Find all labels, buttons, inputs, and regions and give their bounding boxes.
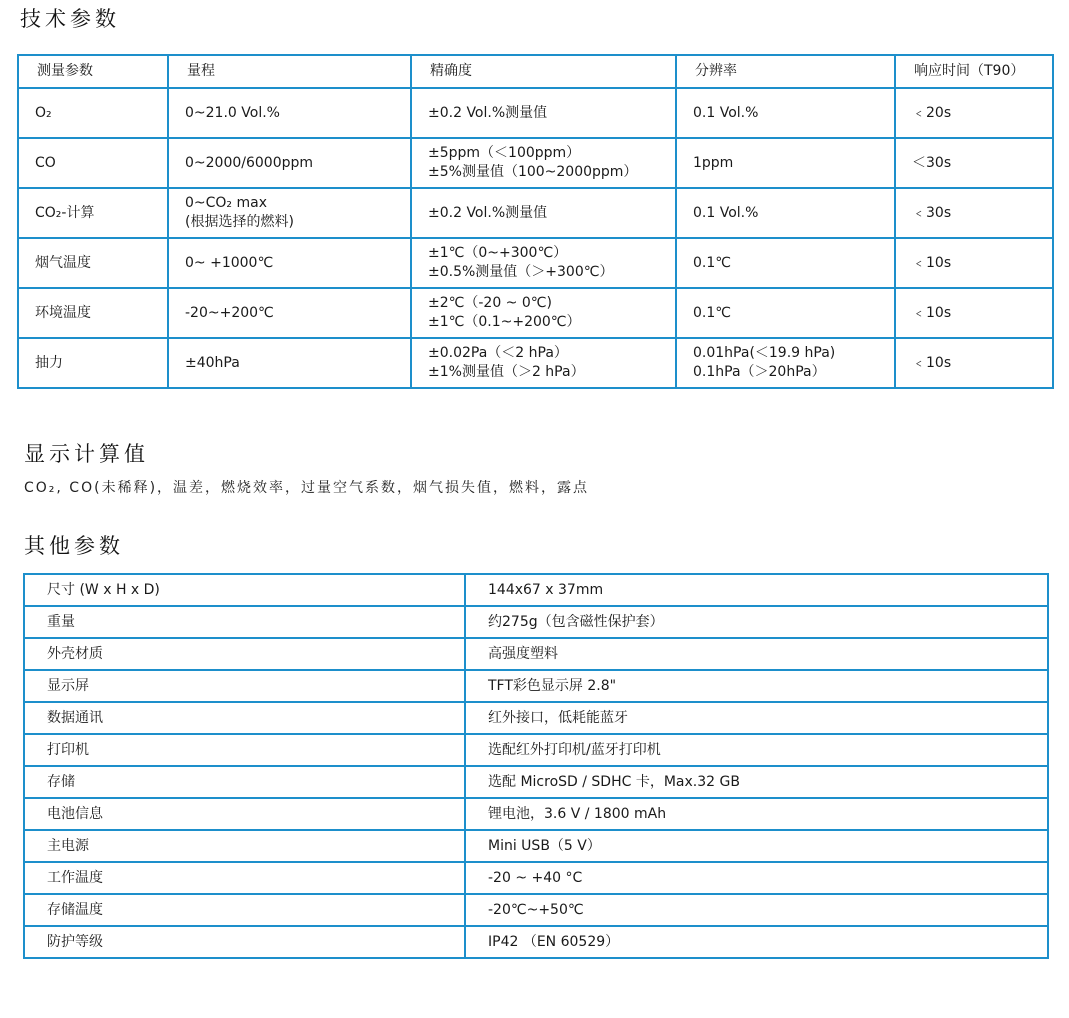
response-cell: ﹤10s	[895, 288, 1053, 338]
column-header: 精确度	[411, 55, 676, 88]
accuracy-cell	[411, 188, 676, 238]
accuracy-cell	[411, 238, 676, 288]
accuracy-cell-line: ±2℃（-20 ~ 0℃)	[428, 295, 552, 311]
resolution-cell	[676, 288, 895, 338]
spec-value: 选配红外打印机/蓝牙打印机	[465, 734, 1048, 766]
column-header: 量程	[168, 55, 411, 88]
resolution-cell-line: 0.1 Vol.%	[693, 104, 759, 121]
table-row	[24, 798, 1048, 830]
range-cell	[168, 138, 411, 188]
table-row	[24, 606, 1048, 638]
resolution-cell-line: 0.01hPa(＜19.9 hPa)	[693, 345, 836, 361]
column-header: 响应时间（T90）	[895, 55, 1053, 88]
accuracy-cell-line: ±0.2 Vol.%测量值	[428, 204, 548, 221]
spec-label: 存储	[24, 766, 465, 798]
spec-label: 防护等级	[24, 926, 465, 958]
section-title-calculated: 显示计算值	[24, 442, 149, 466]
spec-value: IP42 （EN 60529）	[465, 926, 1048, 958]
table-row	[24, 734, 1048, 766]
range-cell-line: (根据选择的燃料)	[185, 214, 294, 230]
param-cell: CO	[18, 138, 168, 188]
range-cell	[168, 288, 411, 338]
spec-table	[17, 54, 1054, 389]
response-cell: ﹤30s	[895, 188, 1053, 238]
accuracy-cell	[411, 338, 676, 388]
column-header: 测量参数	[18, 55, 168, 88]
range-cell-line: 0~2000/6000ppm	[185, 154, 314, 171]
section-title-tech-params: 技术参数	[20, 7, 120, 31]
resolution-cell	[676, 88, 895, 138]
calculated-values-text: CO₂, CO(未稀释)，温差，燃烧效率，过量空气系数，烟气损失值，燃料，露点	[24, 480, 590, 496]
other-params-table	[23, 573, 1049, 959]
spec-label: 工作温度	[24, 862, 465, 894]
table-row	[24, 894, 1048, 926]
range-cell	[168, 338, 411, 388]
accuracy-cell-line: ±1℃（0.1~+200℃）	[428, 314, 581, 330]
accuracy-cell-line: ±0.5%测量值（＞+300℃）	[428, 264, 614, 280]
param-cell: O₂	[18, 88, 168, 138]
spec-value: 锂电池，3.6 V / 1800 mAh	[465, 798, 1048, 830]
response-cell: ﹤10s	[895, 238, 1053, 288]
resolution-cell-line: 0.1hPa（＞20hPa）	[693, 364, 826, 380]
spec-label: 重量	[24, 606, 465, 638]
accuracy-cell-line: ±1℃（0~+300℃）	[428, 245, 568, 261]
accuracy-cell	[411, 88, 676, 138]
range-cell-line: 0~21.0 Vol.%	[185, 104, 280, 121]
spec-value: 约275g（包含磁性保护套）	[465, 606, 1048, 638]
accuracy-cell-line: ±5%测量值（100~2000ppm）	[428, 164, 638, 180]
accuracy-cell-line: ±1%测量值（＞2 hPa）	[428, 364, 585, 380]
spec-value: Mini USB（5 V）	[465, 830, 1048, 862]
resolution-cell-line: 0.1 Vol.%	[693, 204, 759, 221]
accuracy-cell	[411, 138, 676, 188]
resolution-cell-line: 0.1℃	[693, 304, 731, 321]
response-cell: ﹤10s	[895, 338, 1053, 388]
accuracy-cell	[411, 288, 676, 338]
accuracy-cell-line: ±5ppm（＜100ppm）	[428, 145, 581, 161]
spec-value: 144x67 x 37mm	[465, 574, 1048, 606]
spec-value: -20 ~ +40 °C	[465, 862, 1048, 894]
resolution-cell-line: 1ppm	[693, 154, 734, 171]
spec-label: 数据通讯	[24, 702, 465, 734]
resolution-cell	[676, 238, 895, 288]
accuracy-cell-line: ±0.02Pa（＜2 hPa）	[428, 345, 568, 361]
resolution-cell-line: 0.1℃	[693, 254, 731, 271]
table-row	[24, 670, 1048, 702]
table-row	[24, 862, 1048, 894]
resolution-cell	[676, 338, 895, 388]
table-header-row	[18, 55, 1053, 88]
table-row	[18, 138, 1053, 188]
range-cell-line: -20~+200℃	[185, 304, 274, 321]
table-row	[18, 238, 1053, 288]
range-cell	[168, 188, 411, 238]
table-row	[18, 338, 1053, 388]
spec-value: -20℃~+50℃	[465, 894, 1048, 926]
param-cell: 环境温度	[18, 288, 168, 338]
spec-label: 打印机	[24, 734, 465, 766]
table-row	[18, 288, 1053, 338]
spec-label: 显示屏	[24, 670, 465, 702]
response-cell: ＜30s	[895, 138, 1053, 188]
spec-label: 电池信息	[24, 798, 465, 830]
table-row	[24, 702, 1048, 734]
response-cell: ﹤20s	[895, 88, 1053, 138]
table-row	[24, 926, 1048, 958]
resolution-cell	[676, 188, 895, 238]
spec-value: 选配 MicroSD / SDHC 卡，Max.32 GB	[465, 766, 1048, 798]
spec-label: 外壳材质	[24, 638, 465, 670]
accuracy-cell-line: ±0.2 Vol.%测量值	[428, 104, 548, 121]
param-cell: 抽力	[18, 338, 168, 388]
section-title-other-params: 其他参数	[24, 534, 124, 558]
range-cell	[168, 88, 411, 138]
spec-value: TFT彩色显示屏 2.8"	[465, 670, 1048, 702]
table-row	[24, 766, 1048, 798]
range-cell-line: 0~CO₂ max	[185, 195, 267, 211]
range-cell-line: 0~ +1000℃	[185, 254, 274, 271]
param-cell: CO₂-计算	[18, 188, 168, 238]
table-row	[18, 188, 1053, 238]
table-row	[24, 574, 1048, 606]
spec-value: 红外接口，低耗能蓝牙	[465, 702, 1048, 734]
table-row	[18, 88, 1053, 138]
range-cell	[168, 238, 411, 288]
param-cell: 烟气温度	[18, 238, 168, 288]
spec-label: 尺寸 (W x H x D)	[24, 574, 465, 606]
spec-label: 存储温度	[24, 894, 465, 926]
range-cell-line: ±40hPa	[185, 354, 240, 371]
spec-label: 主电源	[24, 830, 465, 862]
resolution-cell	[676, 138, 895, 188]
table-row	[24, 830, 1048, 862]
spec-value: 高强度塑料	[465, 638, 1048, 670]
table-row	[24, 638, 1048, 670]
column-header: 分辨率	[676, 55, 895, 88]
